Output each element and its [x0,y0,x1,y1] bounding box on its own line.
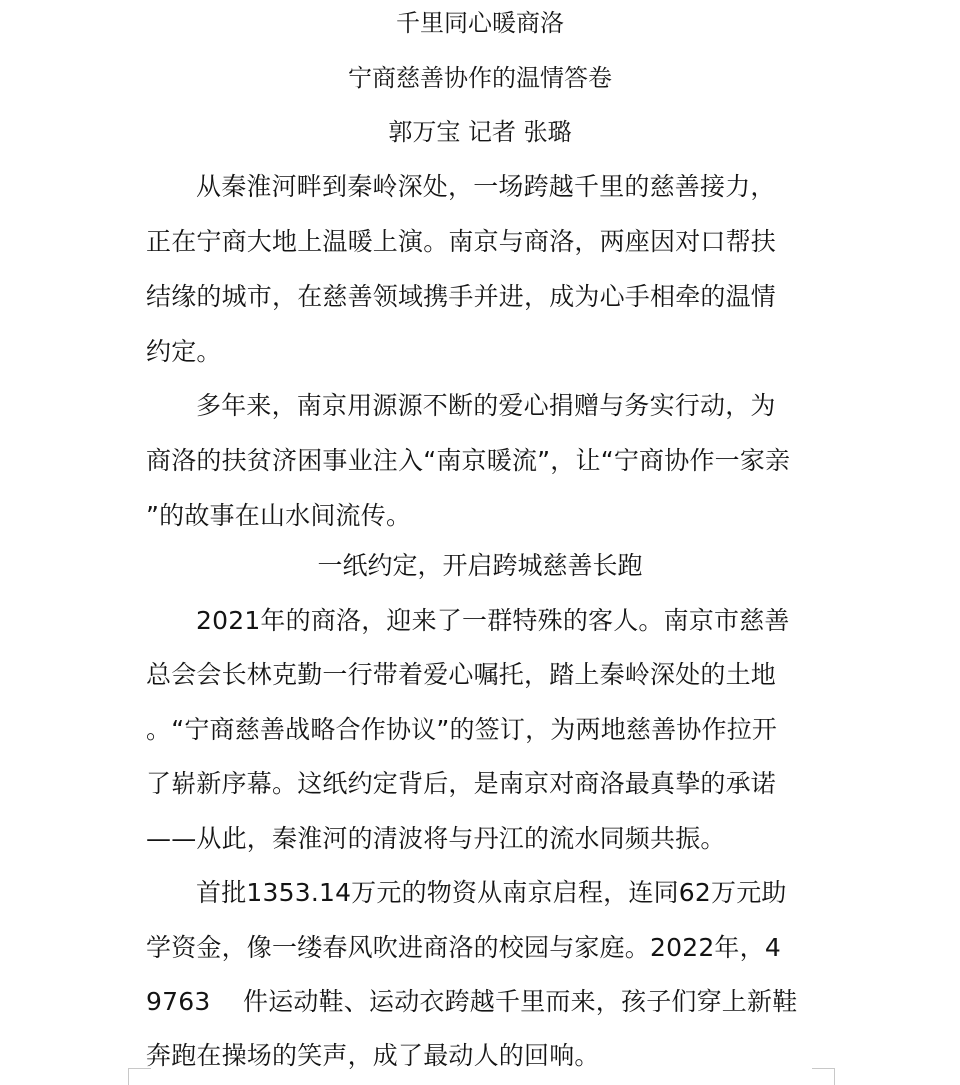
page-margin-corner-mark [128,1068,151,1085]
paragraph-3-line-4: 了崭新序幕。这纸约定背后，是南京对商洛最真挚的承诺 [146,769,777,798]
paragraph-4-line-3: 9763 件运动鞋、运动衣跨越千里而来，孩子们穿上新鞋 [146,987,798,1016]
paragraph-2-line-2: 商洛的扶贫济困事业注入“南京暖流”，让“宁商协作一家亲 [146,446,791,475]
article-subtitle: 宁商慈善协作的温情答卷 [348,64,612,92]
paragraph-4-line-4: 奔跑在操场的笑声，成了最动人的回响。 [146,1041,600,1070]
paragraph-3-line-3: 。“宁商慈善战略合作协议”的签订，为两地慈善协作拉开 [146,715,778,744]
paragraph-2-line-3: ”的故事在山水间流传。 [146,501,412,530]
paragraph-2-line-1: 多年来，南京用源源不断的爱心捐赠与务实行动，为 [196,391,776,420]
paragraph-1-line-2: 正在宁商大地上温暖上演。南京与商洛，两座因对口帮扶 [146,227,777,256]
article-byline: 郭万宝 记者 张璐 [388,118,572,146]
paragraph-1-line-3: 结缘的城市，在慈善领域携手并进，成为心手相牵的温情 [146,282,777,311]
paragraph-3-line-1: 2021年的商洛，迎来了一群特殊的客人。南京市慈善 [196,606,790,635]
paragraph-3-line-2: 总会会长林克勤一行带着爱心嘱托，踏上秦岭深处的土地 [146,660,777,689]
paragraph-4-line-1: 首批1353.14万元的物资从南京启程，连同62万元助 [196,878,787,907]
paragraph-4-line-2: 学资金，像一缕春风吹进商洛的校园与家庭。2022年，4 [146,933,781,962]
paragraph-1-line-4: 约定。 [146,337,222,366]
section-heading: 一纸约定，开启跨城慈善长跑 [317,551,643,580]
page-margin-corner-mark [812,1068,835,1085]
paragraph-3-line-5: ——从此，秦淮河的清波将与丹江的流水同频共振。 [146,824,726,853]
article-title: 千里同心暖商洛 [396,9,564,37]
paragraph-1-line-1: 从秦淮河畔到秦岭深处，一场跨越千里的慈善接力， [196,172,776,201]
